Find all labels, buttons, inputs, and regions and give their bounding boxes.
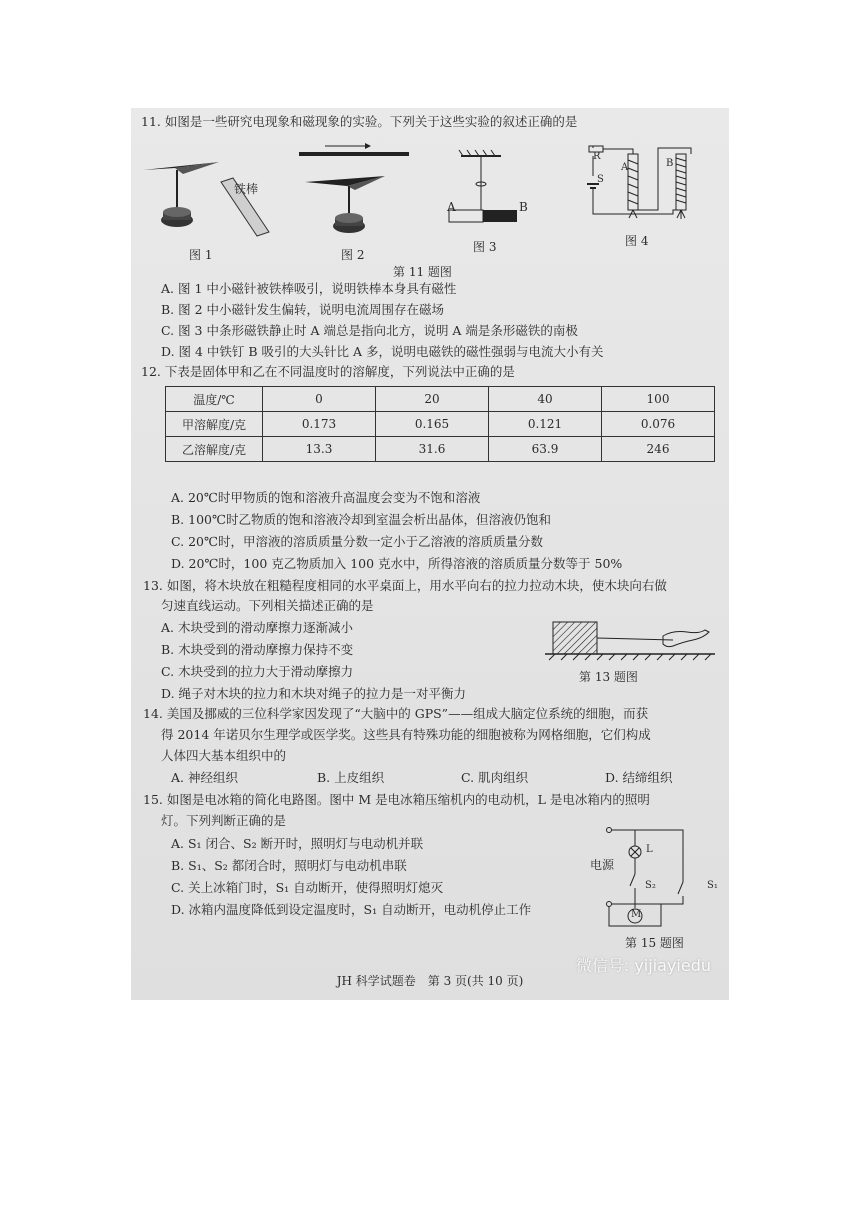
q13-caption: 第 13 题图 xyxy=(579,670,638,684)
table-cell: 0.121 xyxy=(489,412,602,437)
q11-option-b: B. 图 2 中小磁针发生偏转，说明电流周围存在磁场 xyxy=(161,302,445,317)
q15-circuit-figure xyxy=(601,820,721,930)
table-row xyxy=(166,437,715,462)
q11-option-a: A. 图 1 中小磁针被铁棒吸引，说明铁棒本身具有磁性 xyxy=(161,281,457,296)
table-cell: 0.076 xyxy=(602,412,715,437)
solubility-table xyxy=(165,386,715,462)
q13-option-d: D. 绳子对木块的拉力和木块对绳子的拉力是一对平衡力 xyxy=(161,686,467,701)
q11-stem: 11. 如图是一些研究电现象和磁现象的实验。下列关于这些实验的叙述正确的是 xyxy=(141,114,578,129)
q13-figure xyxy=(545,616,715,662)
fig3-label: 图 3 xyxy=(473,240,497,254)
table-header-row xyxy=(166,387,715,412)
q15-caption: 第 15 题图 xyxy=(625,936,684,950)
fig4-s-label: S xyxy=(597,174,604,185)
fig1-label: 图 1 xyxy=(189,248,213,262)
q11-figure-2 xyxy=(295,146,415,256)
table-cell: 246 xyxy=(602,437,715,462)
fig3-a-label: A xyxy=(447,200,456,214)
q14-stem-line2: 得 2014 年诺贝尔生理学或医学奖。这些具有特殊功能的细胞被称为网格细胞，它们构成 xyxy=(161,727,651,742)
q14-stem-line1: 14. 美国及挪威的三位科学家因发现了“大脑中的 GPS”——组成大脑定位系统的细胞，而获 xyxy=(143,706,649,721)
q15-stem-line2: 灯。下列判断正确的是 xyxy=(161,813,287,828)
q14-option-c: C. 肌肉组织 xyxy=(461,770,529,785)
q15-option-c: C. 关上冰箱门时，S₁ 自动断开，使得照明灯熄灭 xyxy=(171,880,444,895)
q11-caption: 第 11 题图 xyxy=(393,265,452,279)
switch-s1-label: S₁ xyxy=(707,880,718,891)
q13-option-c: C. 木块受到的拉力大于滑动摩擦力 xyxy=(161,664,354,679)
q13-stem-line2: 匀速直线运动。下列相关描述正确的是 xyxy=(161,598,374,613)
q11-figure-3 xyxy=(443,148,543,238)
table-row xyxy=(166,412,715,437)
table-cell: 乙溶解度/克 xyxy=(166,437,263,462)
q12-option-d: D. 20℃时，100 克乙物质加入 100 克水中，所得溶液的溶质质量分数等于 50% xyxy=(171,556,623,571)
lamp-label: L xyxy=(646,844,653,855)
table-cell: 13.3 xyxy=(263,437,376,462)
q15-option-b: B. S₁、S₂ 都闭合时，照明灯与电动机串联 xyxy=(171,858,407,873)
q14-stem-line3: 人体四大基本组织中的 xyxy=(161,748,287,763)
power-source-label: 电源 xyxy=(590,858,615,872)
fig2-label: 图 2 xyxy=(341,248,365,262)
q14-option-b: B. 上皮组织 xyxy=(317,770,385,785)
q15-option-d: D. 冰箱内温度降低到设定温度时，S₁ 自动断开，电动机停止工作 xyxy=(171,902,532,917)
table-cell: 0.173 xyxy=(263,412,376,437)
table-cell: 100 xyxy=(602,387,715,412)
table-cell: 0.165 xyxy=(376,412,489,437)
iron-rod-label: 铁棒 xyxy=(234,182,259,196)
table-cell: 31.6 xyxy=(376,437,489,462)
motor-label: M xyxy=(631,909,642,920)
table-cell: 20 xyxy=(376,387,489,412)
q14-option-d: D. 结缔组织 xyxy=(605,770,673,785)
q12-stem: 12. 下表是固体甲和乙在不同温度时的溶解度，下列说法中正确的是 xyxy=(141,364,515,379)
page-footer: JH 科学试题卷 第 3 页(共 10 页) xyxy=(336,974,524,988)
table-cell: 63.9 xyxy=(489,437,602,462)
table-cell: 0 xyxy=(263,387,376,412)
q12-option-b: B. 100℃时乙物质的饱和溶液冷却到室温会析出晶体，但溶液仍饱和 xyxy=(171,512,551,527)
q14-option-a: A. 神经组织 xyxy=(171,770,238,785)
fig4-a-label: A xyxy=(621,162,629,173)
switch-s2-label: S₂ xyxy=(645,880,656,891)
table-cell: 40 xyxy=(489,387,602,412)
q13-stem-line1: 13. 如图，将木块放在粗糙程度相同的水平桌面上，用水平向右的拉力拉动木块，使木块向右做 xyxy=(143,578,667,593)
q15-stem-line1: 15. 如图是电冰箱的简化电路图。图中 M 是电冰箱压缩机内的电动机，L 是电冰箱内的照明 xyxy=(143,792,650,807)
wechat-watermark: 微信号: yijiayiedu xyxy=(575,956,711,975)
q11-option-c: C. 图 3 中条形磁铁静止时 A 端总是指向北方，说明 A 端是条形磁铁的南极 xyxy=(161,323,578,338)
q15-option-a: A. S₁ 闭合、S₂ 断开时，照明灯与电动机并联 xyxy=(171,836,424,851)
table-cell: 甲溶解度/克 xyxy=(166,412,263,437)
fig4-label: 图 4 xyxy=(625,234,649,248)
q13-option-b: B. 木块受到的滑动摩擦力保持不变 xyxy=(161,642,354,657)
fig4-r-label: R xyxy=(593,151,601,162)
fig4-b-label: B xyxy=(666,158,674,169)
q11-figure-1 xyxy=(139,148,279,258)
exam-page xyxy=(131,108,729,1000)
fig3-b-label: B xyxy=(519,200,528,214)
q11-option-d: D. 图 4 中铁钉 B 吸引的大头针比 A 多，说明电磁铁的磁性强弱与电流大小有关 xyxy=(161,344,604,359)
q12-option-a: A. 20℃时甲物质的饱和溶液升高温度会变为不饱和溶液 xyxy=(171,490,481,505)
q13-option-a: A. 木块受到的滑动摩擦力逐渐减小 xyxy=(161,620,353,635)
q12-option-c: C. 20℃时，甲溶液的溶质质量分数一定小于乙溶液的溶质质量分数 xyxy=(171,534,543,549)
table-cell: 温度/℃ xyxy=(166,387,263,412)
